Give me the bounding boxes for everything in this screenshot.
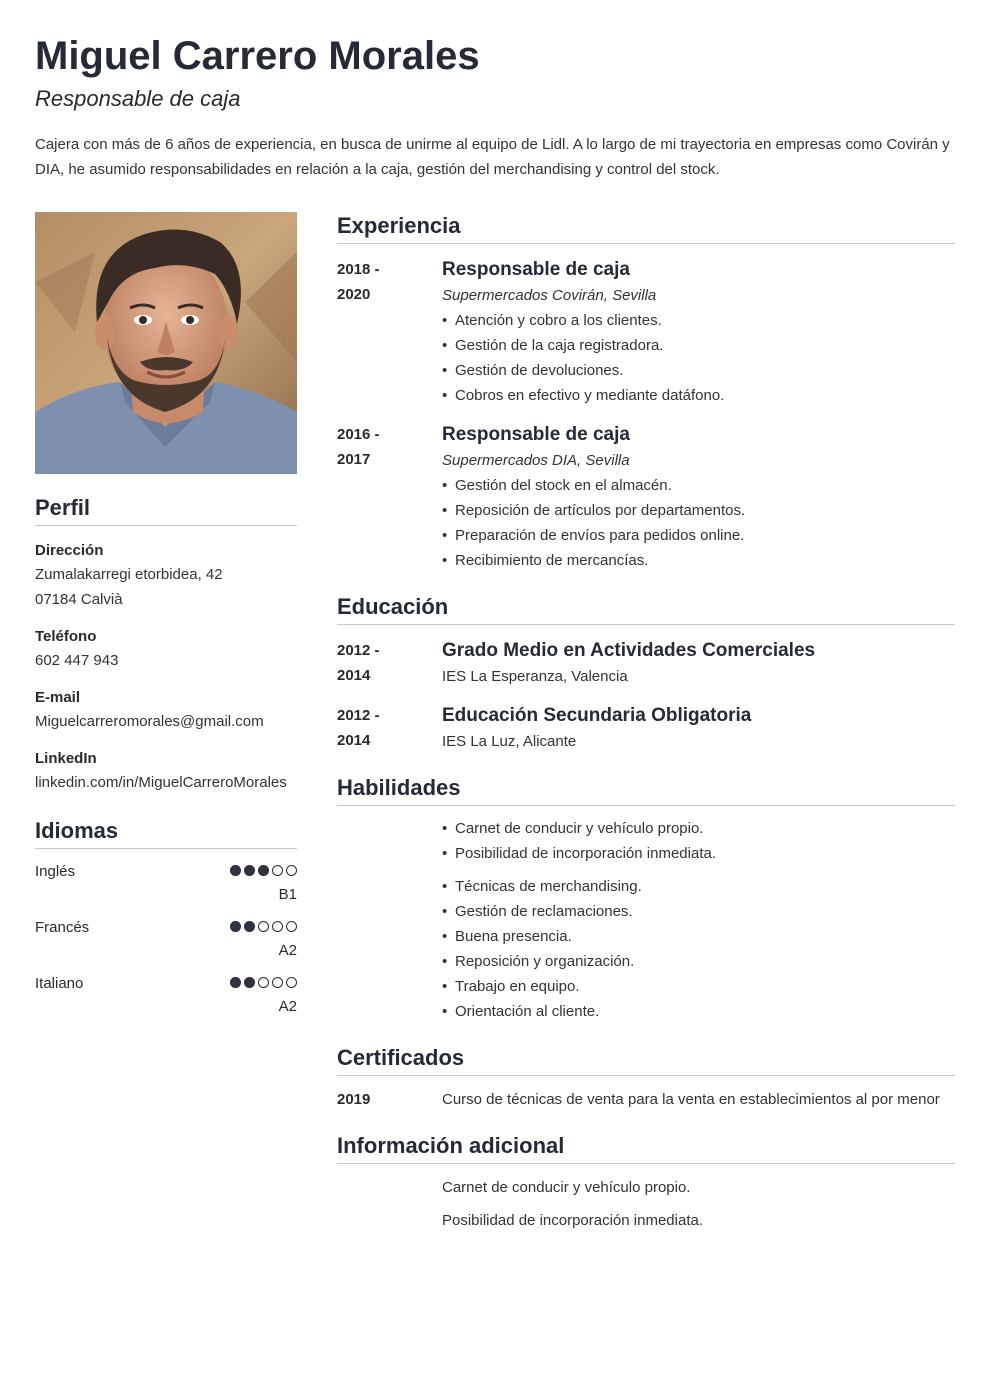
experience-company: Supermercados DIA, Sevilla <box>442 452 630 469</box>
filled-dot-icon <box>244 977 255 988</box>
year-end: 2014 <box>337 732 371 749</box>
empty-dot-icon <box>272 921 283 932</box>
filled-dot-icon <box>244 921 255 932</box>
education-years <box>337 638 427 688</box>
list-item: • Recibimiento de mercancías. <box>442 548 955 573</box>
experience-section-title: Experiencia <box>337 212 955 244</box>
language-level: A2 <box>278 942 297 959</box>
email-value: Miguelcarreromorales@gmail.com <box>35 713 264 730</box>
education-school: IES La Esperanza, Valencia <box>442 668 628 685</box>
list-item: • Técnicas de merchandising. <box>442 874 955 899</box>
list-item: • Gestión de reclamaciones. <box>442 899 955 924</box>
list-item: • Buena presencia. <box>442 924 955 949</box>
language-name: Italiano <box>35 975 84 992</box>
education-entry <box>337 703 955 754</box>
list-item: • Cobros en efectivo y mediante datáfono. <box>442 383 955 408</box>
education-entry <box>337 638 955 689</box>
certificates-section-title: Certificados <box>337 1044 955 1076</box>
experience-company: Supermercados Covirán, Sevilla <box>442 287 657 304</box>
empty-dot-icon <box>286 977 297 988</box>
linkedin-label: LinkedIn <box>35 750 97 767</box>
language-name: Francés <box>35 919 90 936</box>
experience-title: Responsable de caja <box>442 259 630 280</box>
summary-text: Cajera con más de 6 años de experiencia, en busca de unirme al equipo de Lidl. A lo largo de mi trayectoria en empresas como Covirán y DIA, he asumido responsabilidades en relación a la caja, gestión del merchandising y control del stock. <box>35 136 950 178</box>
experience-bullets <box>442 473 955 573</box>
language-level: A2 <box>278 998 297 1015</box>
email-label: E-mail <box>35 689 81 706</box>
year-end: 2017 <box>337 451 371 468</box>
experience-title: Responsable de caja <box>442 424 630 445</box>
experience-years <box>337 422 427 472</box>
filled-dot-icon <box>244 865 255 876</box>
additional-item: Posibilidad de incorporación inmediata. <box>442 1212 703 1229</box>
filled-dot-icon <box>230 921 241 932</box>
left-column <box>35 212 297 1017</box>
languages-section-title: Idiomas <box>35 817 297 849</box>
language-name: Inglés <box>35 863 76 880</box>
additional-item: Carnet de conducir y vehículo propio. <box>442 1179 691 1196</box>
list-item: • Posibilidad de incorporación inmediata. <box>442 841 955 866</box>
list-item: • Gestión del stock en el almacén. <box>442 473 955 498</box>
additional-section-title: Información adicional <box>337 1132 955 1164</box>
skills-section-title: Habilidades <box>337 774 955 806</box>
empty-dot-icon <box>272 865 283 876</box>
year-end: 2014 <box>337 667 371 684</box>
list-item: • Gestión de devoluciones. <box>442 358 955 383</box>
skills-group-2 <box>442 874 955 1024</box>
candidate-name: Miguel Carrero Morales <box>35 34 480 78</box>
list-item: • Trabajo en equipo. <box>442 974 955 999</box>
list-item: • Gestión de la caja registradora. <box>442 333 955 358</box>
experience-entry <box>337 422 955 573</box>
language-row <box>35 961 297 1017</box>
certificate-entry <box>337 1087 955 1112</box>
right-column <box>337 212 955 1233</box>
certificate-text: Curso de técnicas de venta para la venta en establecimientos al por menor <box>442 1091 940 1108</box>
education-years <box>337 703 427 753</box>
empty-dot-icon <box>272 977 283 988</box>
empty-dot-icon <box>258 977 269 988</box>
experience-entry <box>337 257 955 408</box>
phone-label: Teléfono <box>35 628 97 645</box>
list-item: • Atención y cobro a los clientes. <box>442 308 955 333</box>
year-start: 2012 - <box>337 707 380 724</box>
candidate-role: Responsable de caja <box>35 86 241 111</box>
education-section-title: Educación <box>337 593 955 625</box>
address-line1: Zumalakarregi etorbidea, 42 <box>35 566 223 583</box>
experience-bullets <box>442 308 955 408</box>
skills-group-1 <box>442 816 955 866</box>
address-line2: 07184 Calvià <box>35 591 123 608</box>
profile-photo <box>35 212 297 474</box>
language-list <box>35 849 297 1017</box>
empty-dot-icon <box>286 921 297 932</box>
year-end: 2020 <box>337 286 371 303</box>
education-school: IES La Luz, Alicante <box>442 733 577 750</box>
language-rating <box>230 921 297 932</box>
certificate-year: 2019 <box>337 1091 371 1108</box>
filled-dot-icon <box>258 865 269 876</box>
language-row <box>35 905 297 961</box>
list-item: • Reposición y organización. <box>442 949 955 974</box>
empty-dot-icon <box>286 865 297 876</box>
language-level: B1 <box>278 886 297 903</box>
phone-value: 602 447 943 <box>35 652 119 669</box>
language-row <box>35 849 297 905</box>
filled-dot-icon <box>230 865 241 876</box>
language-rating <box>230 977 297 988</box>
profile-section-title: Perfil <box>35 494 297 526</box>
list-item: • Reposición de artículos por departamentos. <box>442 498 955 523</box>
language-rating <box>230 865 297 876</box>
year-start: 2012 - <box>337 642 380 659</box>
education-title: Educación Secundaria Obligatoria <box>442 705 752 726</box>
filled-dot-icon <box>230 977 241 988</box>
experience-years <box>337 257 427 307</box>
year-start: 2016 - <box>337 426 380 443</box>
year-start: 2018 - <box>337 261 380 278</box>
linkedin-value: linkedin.com/in/MiguelCarreroMorales <box>35 774 287 791</box>
list-item: • Carnet de conducir y vehículo propio. <box>442 816 955 841</box>
list-item: • Preparación de envíos para pedidos online. <box>442 523 955 548</box>
address-label: Dirección <box>35 542 104 559</box>
education-title: Grado Medio en Actividades Comerciales <box>442 640 816 661</box>
empty-dot-icon <box>258 921 269 932</box>
list-item: • Orientación al cliente. <box>442 999 955 1024</box>
